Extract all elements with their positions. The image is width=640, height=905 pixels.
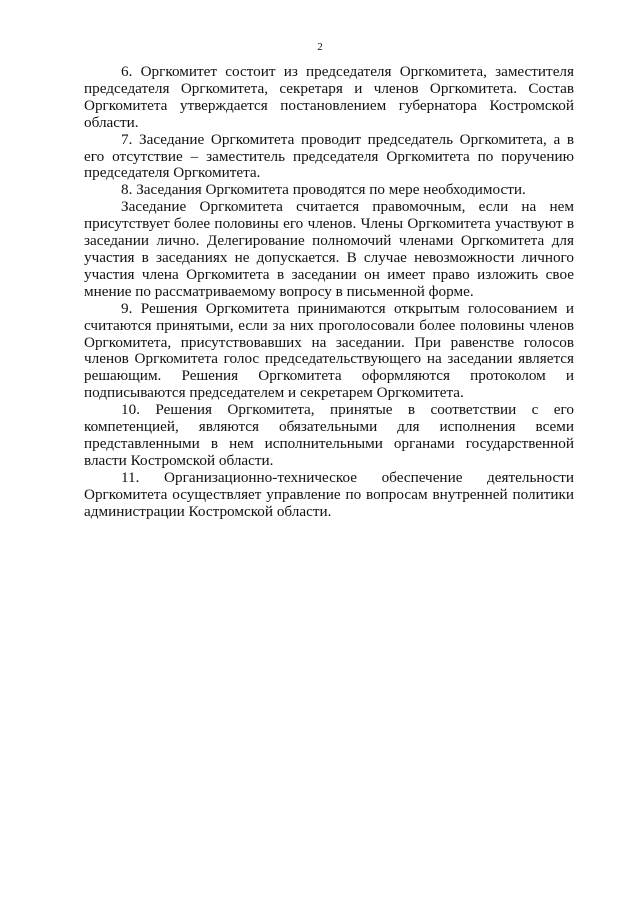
paragraph-8-meeting-frequency: 8. Заседания Оргкомитета проводятся по мере необходимости. [121, 181, 526, 199]
paragraph-10-decisions-binding: 10. Решения Оргкомитета, принятые в соответствии с его компетенцией, являются обязательными для исполнения всеми представленными в нем исполнительными органами государственной власти Костромской области. [84, 401, 574, 469]
page-number: 2 [317, 41, 323, 53]
paragraph-7-meeting-chair: 7. Заседание Оргкомитета проводит председатель Оргкомитета, а в его отсутствие – заместитель председателя Оргкомитета по поручению председателя Оргкомитета. [84, 130, 574, 182]
paragraph-9-decisions-voting: 9. Решения Оргкомитета принимаются открытым голосованием и считаются принятыми, если за них проголосовали более половины членов Оргкомитета, присутствовавших на заседании. При равенстве голосов членов Оргкомитета голос председательствующего на заседании является решающим. Решения Оргкомитета оформляются протоколом и подписываются председателем и секретарем Оргкомитета. [84, 299, 574, 402]
paragraph-6-orgcommittee-composition: 6. Оргкомитет состоит из председателя Оргкомитета, заместителя председателя Оргкомитета, секретаря и членов Оргкомитета. Состав Оргкомитета утверждается постановлением губернатора Костромской области. [84, 63, 574, 131]
paragraph-11-organizational-support: 11. Организационно-техническое обеспечение деятельности Оргкомитета осуществляет управление по вопросам внутренней политики администрации Костромской области. [84, 468, 574, 520]
paragraph-8-quorum-rules: Заседание Оргкомитета считается правомочным, если на нем присутствует более половины его членов. Члены Оргкомитета участвуют в заседании лично. Делегирование полномочий членами Оргкомитета для участия в заседаниях не допускается. В случае невозможности личного участия члена Оргкомитета в заседании он имеет право изложить свое мнение по рассматриваемому вопросу в письменной форме. [84, 198, 574, 300]
document-body [84, 64, 574, 520]
